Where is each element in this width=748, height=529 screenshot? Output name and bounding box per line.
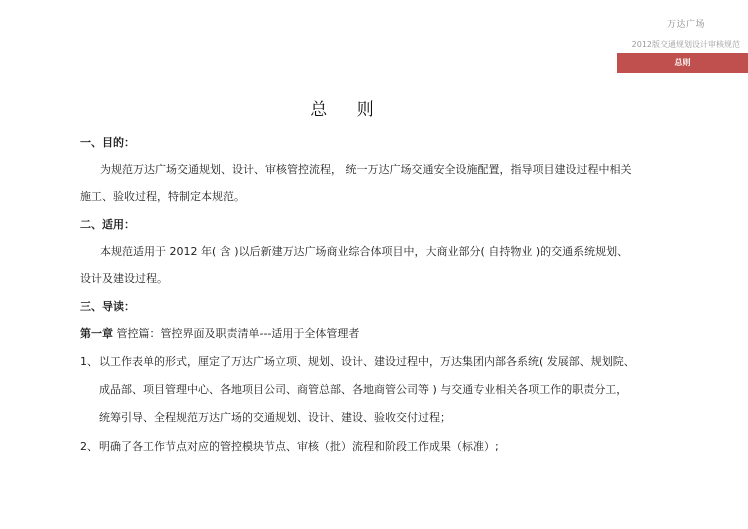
purpose-paragraph-line-2: 施工、验收过程，特制定本规范。	[80, 190, 245, 203]
section-heading-scope: 二、适用：	[80, 218, 135, 231]
item-1-number: 1、	[80, 355, 98, 368]
chapter-one-label: 第一章	[80, 327, 113, 340]
scope-paragraph-line-1: 本规范适用于 2012 年( 含 )以后新建万达广场商业综合体项目中，大商业部分( 自持物业 )的交通系统规划、	[100, 245, 629, 258]
page-title: 总 则	[310, 100, 386, 120]
section-tab-general[interactable]: 总则	[617, 53, 748, 73]
purpose-paragraph-line-1: 为规范万达广场交通规划、设计、审核管控流程， 统一万达广场交通安全设施配置，指导项目建设过程中相关	[100, 163, 632, 176]
scope-paragraph-line-2: 设计及建设过程。	[80, 272, 168, 285]
section-heading-purpose: 一、目的：	[80, 136, 135, 149]
header-brand: 万达广场	[666, 20, 705, 30]
header-subtitle: 2012版交通规划设计审核规范	[631, 40, 740, 49]
item-1-line-1: 以工作表单的形式，厘定了万达广场立项、规划、设计、建设过程中，万达集团内部各系统( 发展部、规划院、	[99, 355, 635, 368]
section-heading-guide: 三、导读：	[80, 300, 135, 313]
chapter-one-line	[80, 325, 359, 341]
item-1-line-3: 统筹引导、全程规范万达广场的交通规划、设计、建设、验收交付过程；	[99, 411, 451, 424]
item-2-line-1: 明确了各工作节点对应的管控模块节点、审核（批）流程和阶段工作成果（标准）;	[99, 440, 499, 453]
item-1-line-2: 成品部、项目管理中心、各地项目公司、商管总部、各地商管公司等 ) 与交通专业相关各项工作的职责分工，	[99, 383, 628, 396]
chapter-one-description: 管控篇：管控界面及职责清单---适用于全体管理者	[113, 327, 360, 340]
item-2-number: 2、	[80, 440, 98, 453]
